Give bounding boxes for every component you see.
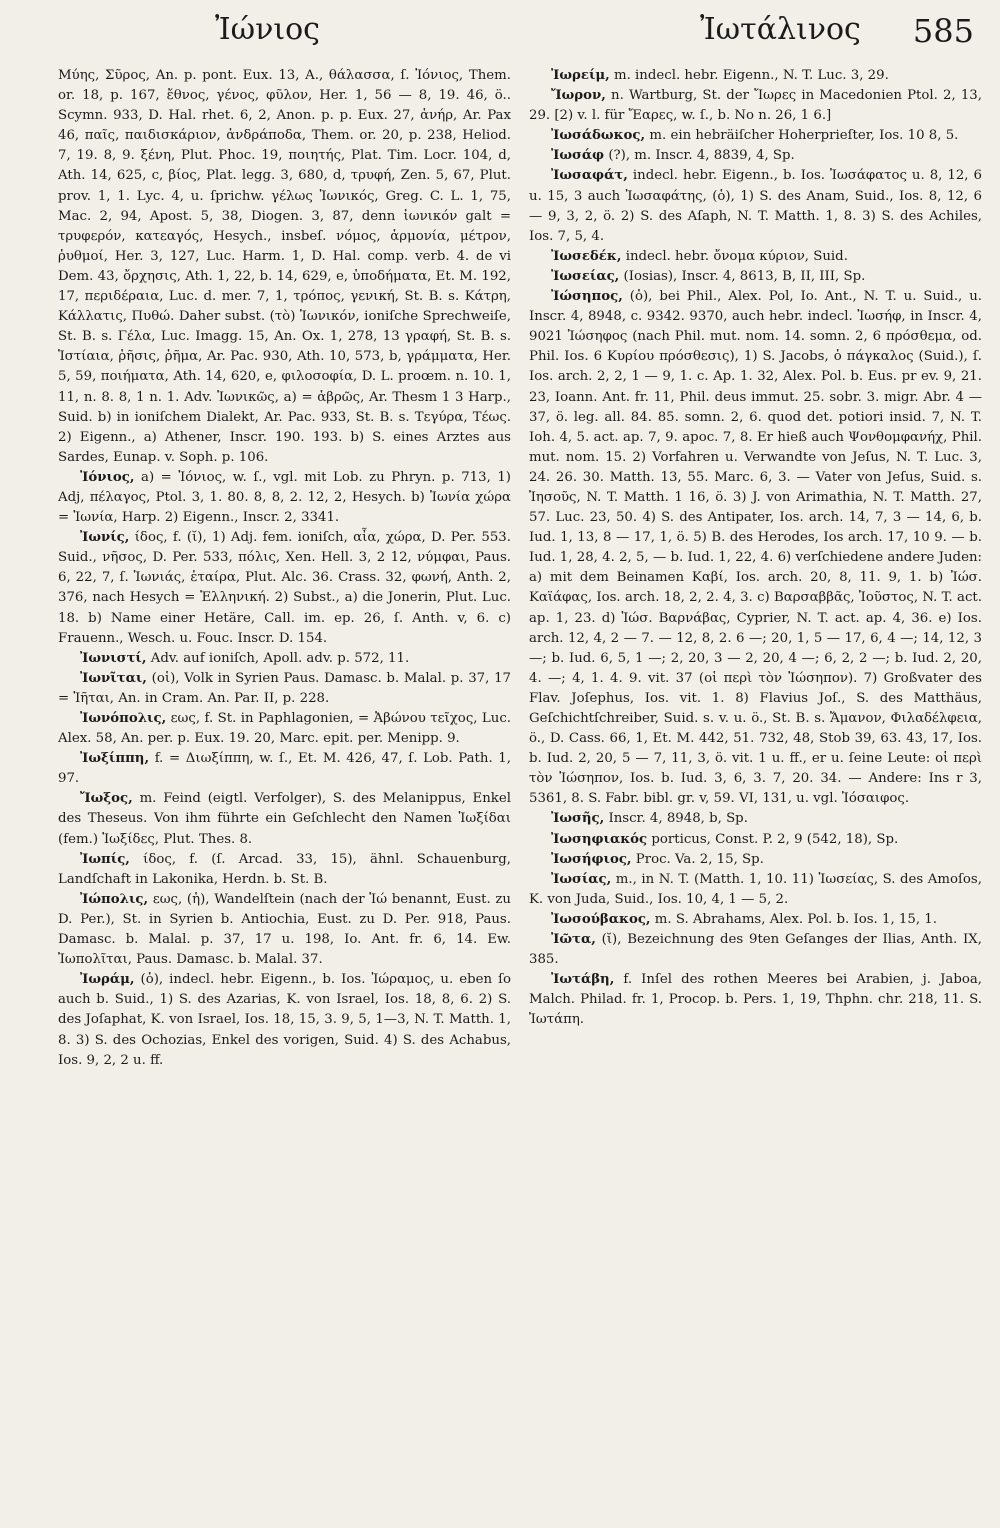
entry-text: (ὁ), bei Phil., Alex. Pol, Io. Ant., N. T. u. Suid., u. Inscr. 4, 8948, c. 9342. 9370, auch hebr. indecl. Ἰωσήφ, in Inscr. 4, 9021 Ἰώσηφος (nach Phil. mut. nom. 14. somn. 2, 6 πρόσθεμα, od. Phil. Ios. 6 Κυρίου πρόσθεσις), 1) S. Jacobs, ὁ πάγκαλος (Suid.), ſ. Ios. arch. 2, 2, 1 — 9, 1. c. Ap. 1. 32, Alex. Pol. b. Eus. pr ev. 9, 21. 23, Ioann. Ant. fr. 11, Phil. deus immut. 25. sobr. 3. migr. Abr. 4 — 37, ö. leg. all. 84. 85. somn. 2, 6. quod det. potiori insid. 7, N. T. Ioh. 4, 5. act. ap. 7, 9. apoc. 7, 8. Er hieß auch Ψονθομφανήχ, Phil. mut. nom. 15. 2) Vorfahren u. Verwandte von Jeſus, N. T. Luc. 3, 24. 26. 30. Matth. 13, 55. Marc. 6, 3. — Vater von Jeſus, Suid. s. Ἰησοῦς, N. T. Matth. 1 16, ö. 3) J. von Arimathia, N. T. Matth. 27, 57. Luc. 23, 50. 4) S. des Antipater, Ios. arch. 14, 7, 3 — 14, 6, b. Iud. 1, 13, 8 — 17, 1, ö. 5) B. des Herodes, Ios arch. 17, 10 9. — b. Iud. 1, 28, 4. 2, 5, — b. Iud. 1, 22, 4. 6) verſchiedene andere Juden: a) mit dem Beinamen Καβί, Ios. arch. 20, 8, 11. 9, 1. b) Ἰώσ. Καϊάφας, Ios. arch. 18, 2, 2. 4, 3. c) Βαρσαββᾶς, Ἰοῦστος, N. T. act. ap. 1, 23. d) Ἰώσ. Βαρνάβας, Cyprier, N. T. act. ap. 4, 36. e) Ios. arch. 12, 4, 2 — 7. — 12, 8, 2. 6 —; 20, 1, 5 — 17, 6, 4 —; 14, 12, 3 —; b. Iud. 6, 5, 1 —; 2, 20, 3 — 2, 20, 4 —; 6, 2, 2 —; b. Iud. 2, 20, 4. —; 4, 1. 4. 9. vit. 37 (οἱ περὶ τὸν Ἰώσηπον). 7) Großvater des Flav. Joſephus, Ios. vit. 1. 8) Flavius Joſ., S. des Matthäus, Geſchichtſchreiber, Suid. s. v. u. ö., St. B. s. Ἄμανον, Φιλαδέλφεια, ö., D. Cass. 66, 1, Et. M. 442, 51. 732, 48, Stob 39, 63. 43, 17, Ios. b. Iud. 2, 20, 5 — 7, 11, 3, ö. vit. 1 u. ff., er u. ſeine Leute: οἱ περὶ τὸν Ἰώσηπον, Ios. b. Iud. 3, 6, 3. 7, 20. 34. — Andere: Ins r 3, 5361, 8. S. Fabr. bibl. gr. v, 59. VI, 131, u. vgl. Ἰόσαιφος.: [529, 289, 982, 807]
entry-text: Μύης, Σῦρος, An. p. pont. Eux. 13, A., θάλασσα, ſ. Ἰόνιος, Them. or. 18, p. 167, ἔθνος, γένος, φῦλον, Her. 1, 56 — 8, 19. 46, ö.. Scymn. 933, D. Hal. rhet. 6, 2, Anon. p. p. Eux. 27, ἀνήρ, Ar. Pax 46, παῖς, παιδισκάριον, ἀνδράποδα, Them. or. 20, p. 238, Heliod. 7, 19. 8, 9. ξένη, Plut. Phoc. 19, ποιητής, Plat. Tim. Locr. 104, d, Ath. 14, 625, c, βίος, Plat. legg. 3, 680, d, τρυφή, Zen. 5, 67, Plut. prov. 1, 1. Lyc. 4, u. ſprichw. γέλως Ἰωνικός, Greg. C. L. 1, 75, Mac. 2, 94, Apost. 5, 38, Diogen. 3, 87, denn ἰωνικόν galt = τρυφερόν, κατεαγός, Hesych., insbeſ. νόμος, ἁρμονία, μέτρον, ῥυθμοί, Her. 3, 127, Luc. Harm. 1, D. Hal. comp. verb. 4. de vi Dem. 43, ὄρχησις, Ath. 1, 22, b. 14, 629, e, ὑποδήματα, Et. M. 192, 17, περιδέραια, Luc. d. mer. 7, 1, τρόπος, γενική, St. B. s. Κάτρη, Κάλλατις, Πυθώ. Daher subst. (τὸ) Ἰωνικόν, ioniſche Sprechweiſe, St. B. s. Γέλα, Luc. Imagg. 15, An. Ox. 1, 278, 13 γραφή, St. B. s. Ἱστίαια, ῥῆσις, ῥῆμα, Ar. Pac. 930, Ath. 10, 573, b, γράμματα, Her. 5, 59, ποιήματα, Ath. 14, 620, e, φιλοσοφία, D. L. proœm. n. 10. 1, 11, n. 8. 8, 1 n. 1. Adv. Ἰωνικῶς, a) = ἁβρῶς, Ar. Thesm 1 3 Harp., Suid. b) in ioniſchem Dialekt, Ar. Pac. 933, St. B. s. Τεγύρα, Τέως. 2) Eigenn., a) Athener, Inscr. 190. 193. b) S. eines Arztes aus Sardes, Eunap. v. Soph. p. 106.: [58, 68, 511, 465]
entry-text: indecl. hebr. ὄνομα κύριον, Suid.: [625, 248, 848, 264]
dictionary-entry: [58, 66, 511, 468]
entry-text: ίδος, f. (ῐ), 1) Adj. fem. ioniſch, αἶα, χώρα, D. Per. 553. Suid., νῆσος, D. Per. 533, πόλις, Xen. Hell. 3, 2 12, νύμφαι, Paus. 6, 22, 7, ſ. Ἰωνιάς, ἑταίρα, Plut. Alc. 36. Crass. 32, φωνή, Anth. 2, 376, nach Hesych = Ἑλληνική. 2) Subst., a) die Jonerin, Plut. Luc. 18. b) Name einer Hetäre, Call. im. ep. 26, ſ. Anth. v, 6. c) Frauenn., Wesch. u. Fouc. Inscr. D. 154.: [58, 530, 511, 646]
entry-lemma: Ἰωτάβη,: [551, 972, 615, 988]
page-number: 585: [912, 12, 974, 50]
entry-lemma: Ἰωνῖται,: [80, 670, 147, 686]
dictionary-entry: [529, 870, 982, 910]
dictionary-entry: [529, 850, 982, 870]
dictionary-entry: [529, 910, 982, 930]
dictionary-entry: [529, 66, 982, 86]
dictionary-entry: [58, 468, 511, 528]
dictionary-entry: [529, 287, 982, 809]
entry-text: a) = Ἰόνιος, w. ſ., vgl. mit Lob. zu Phryn. p. 713, 1) Adj, πέλαγος, Ptol. 3, 1. 80. 8, 8, 2. 12, 2, Hesych. b) Ἰωνία χώρα = Ἰωνία, Harp. 2) Eigenn., Inscr. 2, 3341.: [58, 469, 511, 526]
entry-text: Inscr. 4, 8948, b, Sp.: [608, 811, 748, 827]
entry-text: m. ein hebräiſcher Hoherprieſter, Ios. 10 8, 5.: [649, 128, 959, 144]
entry-text: Adv. auf ioniſch, Apoll. adv. p. 572, 11.: [150, 650, 410, 666]
entry-lemma: Ἰωπίς,: [80, 851, 130, 867]
entry-lemma: Ἰόνιος,: [80, 469, 135, 485]
entry-lemma: Ἰῶτα,: [551, 932, 596, 948]
dictionary-entry: [529, 166, 982, 246]
right-running-headword: Ἰωτάλινος: [700, 12, 861, 47]
entry-lemma: Ἰωνίς,: [80, 530, 130, 546]
right-column: [529, 66, 982, 1518]
entry-lemma: Ἴωξος,: [80, 791, 133, 807]
entry-lemma: Ἰωξίππη,: [80, 751, 150, 767]
entry-text: m. indecl. hebr. Eigenn., N. T. Luc. 3, 29.: [613, 68, 889, 83]
dictionary-entry: [529, 267, 982, 287]
entry-text: f. = Διωξίππη, w. ſ., Et. M. 426, 47, ſ. Lob. Path. 1, 97.: [58, 751, 511, 787]
dictionary-entry: [529, 126, 982, 146]
entry-lemma: Ἰωρείμ,: [551, 68, 610, 83]
dictionary-entry: [58, 970, 511, 1070]
entry-lemma: Ἰωνιστί,: [80, 650, 147, 666]
dictionary-entry: [58, 850, 511, 890]
entry-text: n. Wartburg, St. der Ἴωρες in Macedonien Ptol. 2, 13, 29. [2) v. l. für Ἔαρες, w. ſ., b. No n. 26, 1 6.]: [529, 88, 982, 124]
entry-lemma: Ἰωσεδέκ,: [551, 248, 622, 264]
dictionary-entry: [529, 930, 982, 970]
entry-text: (ὁ), indecl. hebr. Eigenn., b. Ios. Ἰώραμος, u. eben ſo auch b. Suid., 1) S. des Azarias, K. von Israel, Ios. 18, 8, 6. 2) S. des Joſaphat, K. von Israel, Ios. 18, 15, 3. 9, 5, 1—3, N. T. Matth. 1, 8. 3) S. des Ochozias, Enkel des vorigen, Suid. 4) S. des Achabus, Ios. 9, 2, 2 u. ff.: [58, 972, 511, 1068]
entry-text: f. Inſel des rothen Meeres bei Arabien, j. Jaboa, Malch. Philad. fr. 1, Procop. b. Pers. 1, 19, Thphn. chr. 218, 11. S. Ἰωτάπη.: [529, 972, 982, 1028]
dictionary-entry: [58, 528, 511, 649]
entry-lemma: Ἰωσάδωκος,: [551, 128, 646, 144]
entry-text: (?), m. Inscr. 4, 8839, 4, Sp.: [608, 148, 795, 164]
entry-lemma: Ἰωνόπολις,: [80, 711, 167, 726]
entry-text: (οἱ), Volk in Syrien Paus. Damasc. b. Malal. p. 37, 17 = Ἰῆται, An. in Cram. An. Par. II, p. 228.: [58, 670, 511, 706]
entry-lemma: Ἰώπολις,: [80, 891, 149, 907]
entry-text: porticus, Const. P. 2, 9 (542, 18), Sp.: [651, 831, 899, 847]
entry-text: εως, (ἡ), Wandelſtein (nach der Ἰώ benannt, Eust. zu D. Per.), St. in Syrien b. Antiochia, Eust. zu D. Per. 918, Paus. Damasc. b. Malal. p. 37, 17 u. 198, Io. Ant. fr. 6, 14. Ew. Ἰωπολῖται, Paus. Damasc. b. Malal. 37.: [58, 891, 511, 968]
entry-text: (Iosias), Inscr. 4, 8613, B, II, III, Sp.: [623, 268, 866, 284]
left-running-headword: Ἰώνιος: [215, 12, 320, 47]
dictionary-entry: [529, 809, 982, 829]
entry-text: indecl. hebr. Eigenn., b. Ios. Ἰωσάφατος u. 8, 12, 6 u. 15, 3 auch Ἰωσαφάτης, (ὁ), 1) S. des Anam, Suid., Ios. 8, 12, 6 — 9, 3, 2, ö. 2) S. des Aſaph, N. T. Matth. 1, 8. 3) S. des Achiles, Ios. 7, 5, 4.: [529, 168, 982, 244]
dictionary-entry: [529, 970, 982, 1030]
entry-text: m. S. Abrahams, Alex. Pol. b. Ios. 1, 15, 1.: [654, 911, 937, 927]
entry-lemma: Ἰώσηπος,: [551, 289, 623, 305]
entry-lemma: Ἰωσήφιος,: [551, 851, 632, 867]
entry-lemma: Ἰωσίας,: [551, 871, 612, 887]
dictionary-entry: [529, 247, 982, 267]
dictionary-entry: [58, 749, 511, 789]
entry-text: ίδος, f. (ſ. Arcad. 33, 15), ähnl. Schauenburg, Landſchaft in Lakonika, Herdn. b. St. B.: [58, 851, 511, 887]
dictionary-entry: [529, 146, 982, 166]
dictionary-entry: [58, 890, 511, 970]
entry-text: m., in N. T. (Matth. 1, 10. 11) Ἰωσείας, S. des Amoſos, K. von Juda, Suid., Ios. 10, 4, 1 — 5, 2.: [529, 871, 982, 907]
dictionary-entry: [529, 830, 982, 850]
dictionary-entry: [58, 649, 511, 669]
dictionary-entry: [58, 669, 511, 709]
text-columns: [58, 66, 982, 1518]
entry-lemma: Ἰωσάφ: [551, 148, 605, 164]
entry-text: Proc. Va. 2, 15, Sp.: [635, 851, 764, 867]
entry-lemma: Ἰωσείας,: [551, 268, 620, 284]
dictionary-entry: [58, 789, 511, 849]
entry-text: εως, f. St. in Paphlagonien, = Ἀβώνου τεῖχος, Luc. Alex. 58, An. per. p. Eux. 19. 20, Marc. epit. per. Menipp. 9.: [58, 711, 511, 747]
entry-text: m. Feind (eigtl. Verfolger), S. des Melanippus, Enkel des Theseus. Von ihm führte ein Geſchlecht den Namen Ἰωξίδαι (fem.) Ἰωξίδες, Plut. Thes. 8.: [58, 791, 511, 847]
entry-text: (ῐ), Bezeichnung des 9ten Geſanges der Ilias, Anth. IX, 385.: [529, 932, 982, 968]
entry-lemma: Ἰωράμ,: [80, 972, 135, 988]
dictionary-entry: [529, 86, 982, 126]
entry-lemma: Ἰωσούβακος,: [551, 911, 651, 927]
running-head: [60, 6, 980, 62]
left-column: [58, 66, 511, 1518]
entry-lemma: Ἰωσηφιακός: [551, 831, 648, 847]
entry-lemma: Ἰωσῆς,: [551, 811, 605, 827]
dictionary-entry: [58, 709, 511, 749]
entry-lemma: Ἰωσαφάτ,: [551, 168, 628, 184]
entry-lemma: Ἴωρον,: [551, 88, 606, 104]
